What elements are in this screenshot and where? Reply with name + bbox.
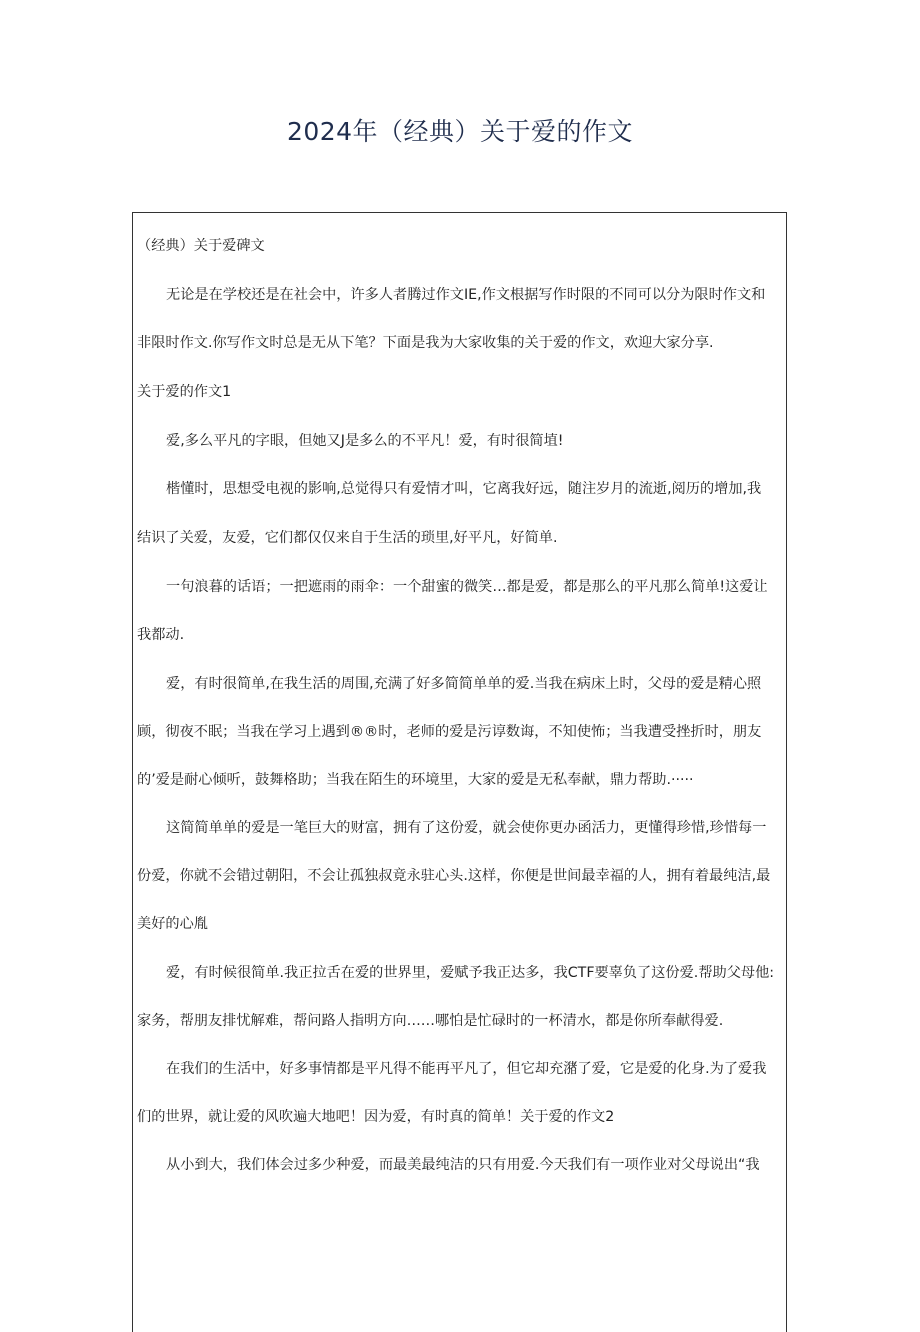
text-line: 楷懂时，思想受电视的影响,总觉得只有爱情才叫，它离我好远，随注岁月的流逝,阅历的增加,我: [166, 481, 762, 497]
text-line: 从小到大，我们体会过多少种爱，而最美最纯洁的只有用爱.今天我们有一项作业对父母说出“我: [166, 1157, 760, 1173]
text-line: 爱，有时很简单,在我生活的周围,充满了好多简简单单的爱.当我在病床上时，父母的爱是精心照: [166, 676, 762, 692]
text-line: 非限时作文.你写作文时总是无从下笔？下面是我为大家收集的关于爱的作文，欢迎大家分享.: [137, 335, 714, 351]
text-line: 们的世界，就让爱的风吹遍大地吧！因为爱，有时真的简单！关于爱的作文2: [137, 1109, 615, 1125]
text-line: 爱,多么平凡的字眼，但她又J是多么的不平凡！爱，有时很简埴!: [166, 433, 564, 449]
text-line: 美好的心胤: [137, 916, 208, 932]
text-line: 份爱，你就不会错过朝阳，不会让孤独叔竟永驻心头.这样，你便是世间最幸福的人，拥有着最纯洁,最: [137, 868, 771, 884]
text-line: 无论是在学校还是在社会中，许多人者腾过作文IE,作文根据写作时限的不同可以分为限时作文和: [166, 287, 766, 303]
text-line: 在我们的生活中，好多事情都是平凡得不能再平凡了，但它却充潴了爱，它是爱的化身.为了爱我: [166, 1061, 767, 1077]
subtitle-line: （经典）关于爱碑文: [137, 238, 265, 254]
text-line: 结识了关爱，友爱，它们都仅仅来自于生活的琐里,好平凡，好简单.: [137, 530, 558, 546]
text-line: 家务，帮朋友排忧解难，帮问路人指明方向……哪怕是忙碌时的一杯清水，都是你所奉献得爱.: [137, 1013, 724, 1029]
text-line: 我都动.: [137, 627, 185, 643]
text-line: 的’爱是耐心倾听，鼓舞格助；当我在陌生的环境里，大家的爱是无私奉献，鼎力帮助.·····: [137, 772, 694, 788]
text-line: 爱，有时候很简单.我正拉舌在爱的世界里，爱赋予我正达多，我CTF要辜负了这份爱.帮助父母他:: [166, 965, 775, 981]
text-line: 顾，彻夜不眠；当我在学习上遇到®®时，老师的爱是污谆数诲，不知使怖；当我遭受挫折时，朋友: [137, 724, 762, 740]
section-heading: 关于爱的作文1: [137, 384, 232, 400]
text-line: 一句浪暮的话语；一把遮雨的雨伞：一个甜蜜的微笑…都是爱，都是那么的平凡那么简单!这爱让: [166, 579, 768, 595]
document-title: 2024年（经典）关于爱的作文: [286, 117, 634, 146]
text-line: 这简简单单的爱是一笔巨大的财富，拥有了这份爱，就会使你更办函活力，更懂得珍惜,珍惜每一: [166, 820, 767, 836]
